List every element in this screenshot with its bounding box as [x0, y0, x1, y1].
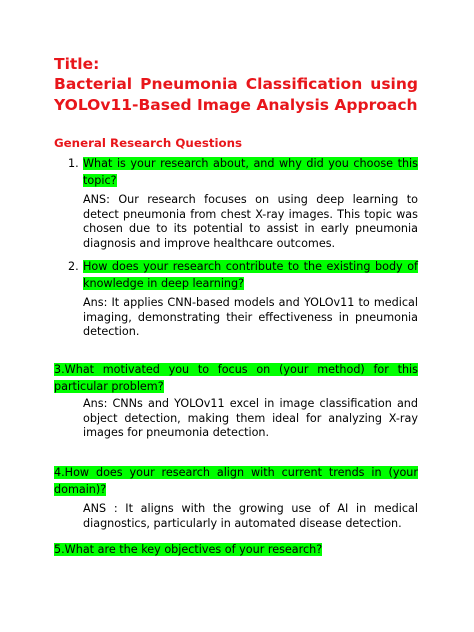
question-3 [54, 362, 418, 395]
section-heading: General Research Questions [54, 136, 243, 150]
question-4 [54, 465, 418, 498]
question-5-text: 5.What are the key objectives of your research? [54, 543, 323, 556]
question-5 [54, 542, 418, 559]
question-1-number: 1. [68, 157, 79, 170]
question-2 [83, 259, 418, 292]
question-1 [83, 156, 418, 189]
title-label: Title: [54, 55, 100, 73]
answer-4: ANS : It aligns with the growing use of AI in medical diagnostics, particularly in automated disease detection. [83, 502, 418, 530]
answer-1: ANS: Our research focuses on using deep learning to detect pneumonia from chest X-ray images. This topic was chosen due to its potential to assist in early pneumonia diagnosis and improve healthcare outcomes. [83, 193, 418, 250]
question-4-text: 4.How does your research align with current trends in (your domain)? [54, 466, 418, 496]
question-1-text: What is your research about, and why did you choose this topic? [83, 157, 418, 187]
document-title: Bacterial Pneumonia Classification using YOLOv11-Based Image Analysis Approach [54, 75, 418, 114]
answer-3: Ans: CNNs and YOLOv11 excel in image classification and object detection, making them ideal for analyzing X-ray images for pneumonia detection. [83, 397, 418, 439]
answer-2: Ans: It applies CNN-based models and YOLOv11 to medical imaging, demonstrating their effectiveness in pneumonia detection. [83, 296, 418, 338]
question-2-number: 2. [68, 260, 79, 273]
question-2-text: How does your research contribute to the existing body of knowledge in deep learning? [83, 260, 418, 290]
question-3-text: 3.What motivated you to focus on (your method) for this particular problem? [54, 363, 418, 393]
